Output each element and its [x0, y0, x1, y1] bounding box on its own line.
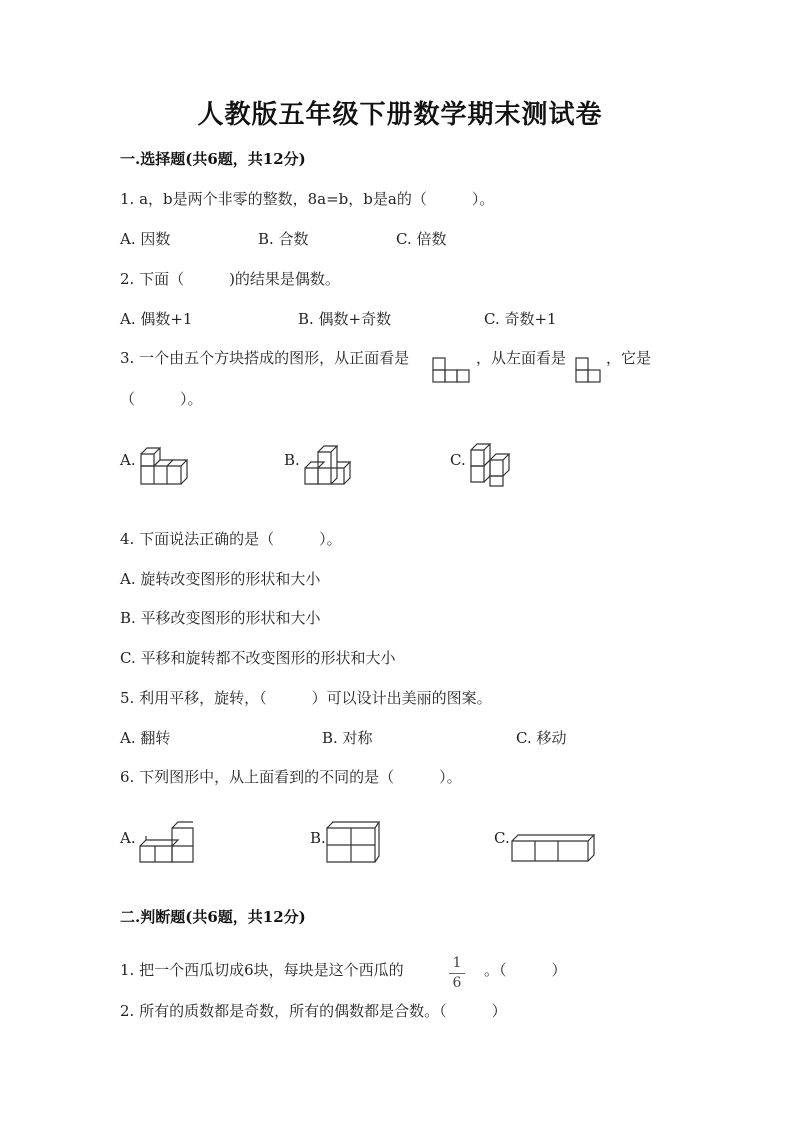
question-5-stem: 5. 利用平移，旋转，（ ）可以设计出美丽的图案。 — [120, 689, 492, 707]
q1-option-a: A. 因数 — [120, 230, 171, 248]
question-3-stem-part1: 3. 一个由五个方块搭成的图形，从正面看是 — [120, 349, 410, 367]
page-title: 人教版五年级下册数学期末测试卷 — [197, 100, 603, 130]
q6-option-b-cubes-figure — [325, 820, 381, 864]
q2-option-c: C. 奇数+1 — [484, 310, 557, 328]
tf-question-2-stem: 2. 所有的质数都是奇数，所有的偶数都是合数。（ ） — [120, 1002, 507, 1020]
question-4-stem: 4. 下面说法正确的是（ ）。 — [120, 530, 342, 548]
fraction-denominator: 6 — [452, 975, 462, 991]
q3-option-b: B. — [284, 451, 300, 469]
q1-option-c: C. 倍数 — [396, 230, 447, 248]
question-3-stem-part2: ，从左面看是 — [476, 349, 567, 367]
q6-option-c: C. — [494, 829, 510, 847]
section-heading-choice: 一.选择题(共6题，共12分) — [120, 150, 306, 168]
question-2-stem: 2. 下面（ )的结果是偶数。 — [120, 270, 340, 288]
q2-option-b: B. 偶数+奇数 — [298, 310, 392, 328]
q5-option-b: B. 对称 — [322, 729, 373, 747]
tf-question-1-stem-part1: 1. 把一个西瓜切成6块，每块是这个西瓜的 — [120, 961, 404, 979]
question-3-stem-line2: （ ）。 — [120, 390, 203, 408]
q3-option-a-cubes-figure — [140, 446, 192, 486]
q3-option-b-cubes-figure — [304, 444, 356, 486]
fraction-one-sixth — [446, 956, 468, 991]
q6-option-c-cubes-figure — [510, 833, 596, 863]
q3-option-c-cubes-figure — [470, 442, 518, 488]
q1-option-b: B. 合数 — [258, 230, 309, 248]
q5-option-c: C. 移动 — [516, 729, 567, 747]
tf-question-1-stem-part2: 。（ ） — [484, 961, 567, 979]
question-6-stem: 6. 下列图形中，从上面看到的不同的是（ ）。 — [120, 768, 462, 786]
q6-option-a: A. — [120, 829, 136, 847]
fraction-numerator: 1 — [452, 955, 462, 971]
fraction-bar — [449, 973, 465, 974]
q4-option-c: C. 平移和旋转都不改变图形的形状和大小 — [120, 649, 396, 667]
left-view-figure — [575, 357, 603, 383]
front-view-figure — [432, 357, 472, 383]
section-heading-true-false: 二.判断题(共6题，共12分) — [120, 908, 306, 926]
q6-option-b: B. — [310, 829, 326, 847]
q3-option-c: C. — [450, 451, 466, 469]
question-1-stem: 1. a，b是两个非零的整数，8a=b，b是a的（ ）。 — [120, 190, 495, 208]
q5-option-a: A. 翻转 — [120, 729, 171, 747]
q2-option-a: A. 偶数+1 — [120, 310, 193, 328]
q4-option-a: A. 旋转改变图形的形状和大小 — [120, 570, 321, 588]
q6-option-a-cubes-figure — [138, 822, 196, 864]
question-3-stem-part3: ，它是 — [606, 349, 652, 367]
q4-option-b: B. 平移改变图形的形状和大小 — [120, 609, 321, 627]
q3-option-a: A. — [120, 451, 136, 469]
